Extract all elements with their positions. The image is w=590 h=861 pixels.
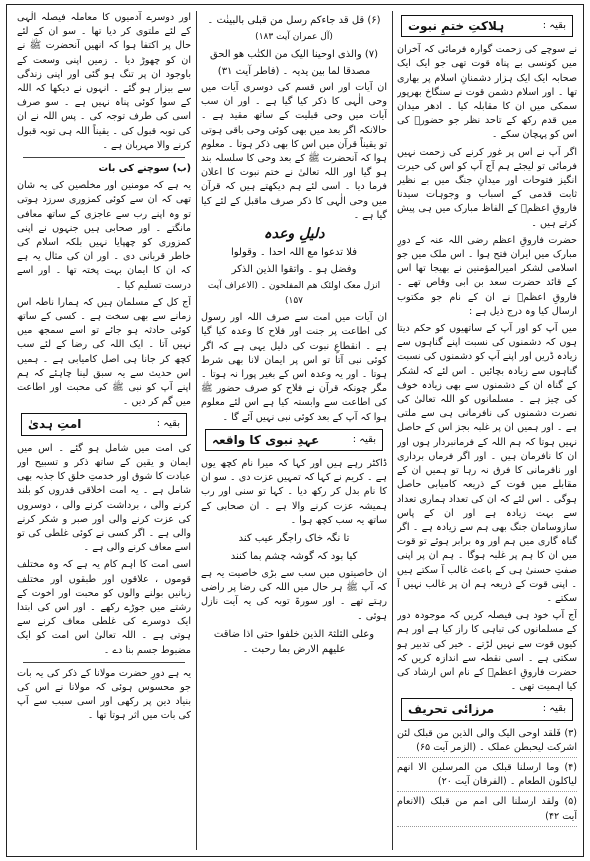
section-title: عہدِ نبوی کا واقعہ	[212, 432, 320, 447]
divider	[23, 157, 185, 158]
section-header	[205, 429, 383, 451]
poem-line: کیا بود کہ گوشہ چشم بما کنند	[230, 551, 358, 563]
verse: وعلی الثلثۃ الذین خلفوا حتی اذا ضاقت علیھم الارض بما رحبت ۔	[213, 628, 375, 655]
divider	[23, 662, 185, 663]
paragraph: ان آیات میں امت سے صرف اللہ اور رسول کی اطاعت پر جنت اور فلاح کا وعدہ کیا گیا ہے ۔ انقطاعِ نبوت کی دلیل یہی ہے کہ اگر کوئی نبی آتا تو اس پر ایمان لانا بھی شرط ہوتا ۔ اور یہ وعدہ اس کے بغیر پورا نہ ہوتا ۔ مگر چونکہ قرآن نے فلاح کو صرف حضور ﷺ کی اطاعت سے وابستہ کیا ہے اس لئے معلوم ہوا کہ آپ کے بعد کوئی نبی نہیں آئے گا ۔	[201, 312, 387, 423]
section-prefix: بقیہ :	[156, 418, 180, 430]
section-header	[401, 15, 573, 37]
paragraph: آج کل کے مسلمان ہیں کہ ہمارا ناطہ اس زمانے سے بھی سخت ہے ۔ کسی کے ساتھ کوئی حادثہ ہو جائے تو اسے سمجھ میں نہیں آتا ۔ ایک اللہ کی رضا کے لئے سب کچھ کر جانا ہی اصل کامیابی ہے ۔ ہمیں اس حدیث سے یہ سبق لینا چاہئے کہ ہم اپنے آپ کو نبی ﷺ کی محبت اور اطاعت میں گم کر دیں ۔	[17, 296, 191, 408]
section-prefix: بقیہ :	[542, 703, 566, 715]
newspaper-page	[6, 4, 584, 857]
verse-item: (۵) ولقد ارسلنا الی امم من قبلک (الانعام آیت ۴۲)	[397, 795, 577, 826]
verse: انزل معک اولئک ھم المفلحون ۔ (الاعراف آیت ۱۵۷)	[207, 281, 381, 307]
verse-item: (۳) فَلقد اوحی الیک والی الذین من قبلک لئن اشرکت لیحبطن عملک ۔ (الزمر آیت ۶۵)	[397, 727, 577, 758]
paragraph-heading: (ب) سوچنے کی بات	[98, 163, 191, 175]
verse: (۶) قل قد جاءکم رسل من قبلی بالبینٰت ۔	[207, 15, 381, 26]
column-divider	[392, 11, 393, 850]
paragraph: اور دوسرے آدمیوں کا معاملہ فیصلہ الٰہی کے لئے ملتوی کر دیا تھا ۔ سو ان کے لئے حال پر اکتفا ہوا کہ انھیں آنحضرت ﷺ نے ان کو چھوڑ دیا ۔ زمین اپنی وسعت کے باوجود ان پر تنگ ہو گئی اور اپنی زندگی سے بیزار ہو گئے ۔ انہوں نے دیکھا کہ اللہ کے سوا کوئی پناہ نہیں ہے ۔ سو صرف اسی کی طرف توجہ کی ۔ پس اللہ نے ان کی توبہ قبول کی ۔ یقیناً اللہ ہی توبہ قبول کرنے والا مہربان ہے ۔	[17, 12, 191, 151]
paragraph: نے سوچے کی زحمت گوارہ فرمائی کہ آخران میں کونسی بے پناہ قوت تھی جو ایک ایک صحابہ ایک ایک ہزار دشمنانِ اسلام پر بھاری تھا ۔ اور اسلام دشمن قوت نے سنگاخ بھرپور سمکی میں ان کا مقابلہ کیا ۔ ادھر میدان میں قدم رکھ کے تاحد نظر جو حضورؐ کی اس کو پہچان سکے ۔	[397, 44, 577, 141]
column-left	[17, 11, 191, 850]
column-divider	[196, 11, 197, 850]
verse: مصدقا لما بین یدیہ ۔ (فاطر آیت ۳۱)	[217, 66, 371, 77]
paragraph: یہ ہے دورِ حضرت مولانا کے ذکر کی یہ بات جو محسوس ہوئی کہ مولانا نے اس کی بنیاد دین پر رکھی اور اسی سبب سے آپ کی بات میں اثر ہوتا تھا ۔	[17, 667, 191, 722]
paragraph: میں آپ کو اور آپ کے ساتھیوں کو حکم دیتا ہوں کہ دشمنوں کی نسبت اپنے گناہوں سے زیادہ ڈریں اور اپنے آپ کو دشمنوں کی نسبت گناہوں سے زیادہ بچائیں ۔ اس لئے کہ لشکر کے گناہ ان کے دشمنوں سے بھی زیادہ خوف کی چیز ہے ۔ مسلمانوں کو اللہ تعالیٰ کی نصرت دشمنوں کی نافرمانی ہی سے ملتی ہے ۔ اور ہمیں ان پر غلبہ بجز اس کے حاصل نہیں ہوتا کہ ہم اللہ کے فرمانبردار ہوں اور ان کا نافرمان ہیں ۔ اور اگر فرماں برداری اور نافرمانی کا فرق نہ رہا تو ہمیں ان کے مقابلے میں قوت کے ذریعہ کامیابی حاصل ہوگی ۔ اس لئے کہ ان کی تعداد ہماری تعداد سے بہت زیادہ ہے اور ان کے پاس سازوسامان جنگ بھی ہم سے زیادہ ہے ۔ اگر گناہ گاری میں ہم اور وہ برابر ہوئے تو قوت میں ان کا ہم پر غلبہ ہوگا ۔ ہم ان پر اپنی صفتِ حسنیٰ ہی کے باعث غالب آ سکتے ہیں ۔ اپنی قوت کے ذریعہ ہم ان پر غالب نہیں آ سکتے ۔	[397, 323, 577, 604]
paragraph: اگر آپ نے اس پر غور کرنے کی زحمت نہیں فرمائی تو لیجئے ہم آج آپ کو اس کی حیرت انگیز فتوحات اور میدانِ جنگ میں بے نظیر ثابت قدمی کے اسباب و وجوہات سیدنا فاروقِ اعظمؓ کے الفاظ مبارک میں ہی پیش کرتے ہیں ۔	[397, 146, 577, 229]
section-prefix: بقیہ :	[352, 433, 376, 445]
verse: (۷) والذی اوحینا الیک من الکتٰب ھو الحق	[209, 49, 379, 60]
paragraph: ان آیات اور اس قسم کی دوسری آیات میں وحی الٰہی کا ذکر کیا گیا ہے ۔ اور ان سب آیات میں وحی قبلیت کے ساتھ مقید ہے ۔ حالانکہ اگر بعد میں بھی کوئی وحی باقی ہوتی تو یقیناً قرآن میں اس کا بھی ذکر ہوتا ۔ معلوم ہوا کہ آنحضرت ﷺ کے بعد وحی کا سلسلہ بند ہو گیا اور اللہ تعالیٰ نے ختم نبوت کا اعلان فرما دیا ۔ اسی لئے ہم دیکھتے ہیں کہ قرآن میں وحی الٰہی کا ذکر صرف ماقبل کے لئے کیا گیا ہے ۔	[201, 82, 387, 221]
paragraph: یہ ہے کہ مومنین اور مخلصین کی یہ شان تھی کہ ان سے کوئی کمزوری سرزد ہوتی تو وہ اپنے رب سے عاجزی کے ساتھ معافی مانگتے ۔ اور صحابی ہیں جنہوں نے اپنی کمزوری کو چھپایا نہیں بلکہ اسلام کی خاطر قربانی دی ۔ اور ان کی مثال یہ ہے کہ ان کا ایمان بہت پختہ تھا ۔ اور اسے درست تسلیم کیا ۔	[17, 180, 191, 291]
section-title: مرزائی تحریف	[408, 702, 495, 717]
section-header	[21, 413, 187, 435]
verse: فلا تدعوا مع اللہ احدا ۔ وقولوا	[230, 247, 358, 259]
section-header	[401, 698, 573, 720]
paragraph: اسی امت کا اہم کام یہ ہے کہ وہ مختلف قوموں ، علاقوں اور طبقوں اور مختلف زبانیں بولنے والوں کو محبت اور اخوت کے رشتے میں جوڑے رکھے ۔ اور اس کی ابتدا ایک دوسرے کی غلطی معاف کرنے سے ہوتی ہے ۔ اللہ تعالیٰ اس امت کو ایک مضبوط جسم بنا دے ۔	[17, 559, 191, 656]
verse: وفضل ہو ۔ واتقوا الذین الذکر	[231, 264, 357, 276]
verse-reference: (آل عمران آیت ۱۸۳)	[255, 32, 333, 42]
paragraph: حضرت فاروقِ اعظم رضی اللہ عنہ کے دورِ مبارک میں ایران فتح ہوا ۔ اس ملک میں جو اسلامی لشکر امیرالمؤمنین نے بھیجا تھا اس کے قائد حضرت سعد بن ابی وقاص تھے ۔ فاروقِ اعظمؓ نے ان کے نام جو مکتوب ارسال کیا وہ درج ذیل ہے :	[397, 234, 577, 317]
paragraph: کی امت میں شامل ہو گئے ۔ اس میں ایمان و یقین کے ساتھ ذکر و تسبیح اور عبادت کا شوق اور خدمتِ خلق کا جذبہ بھی شامل ہے ۔ یہ امت اخلاقی قدروں کو بلند کرنے والی ، برداشت کرنے والی ، دوسروں کی عزت کرنے والی اور صبر و شکر کرنے والی ہے ۔ اگر کسی نے کوئی غلطی کی تو اسے معاف کرنے والی ہے ۔	[17, 442, 191, 554]
verse-list	[397, 727, 577, 827]
paragraph: ڈاکٹر رہے ہیں اور کہا کہ میرا نام کچھ یوں ہے ۔ کریم نے کہا کہ تمہیں عزت دی ۔ سو ان کا نام بدل کر رکھ دیا ۔ کہا تو سنی اور رب ہمیشہ عزت کرنے والا ہے ۔ ان صحابی کے ساتھ یہ سب کچھ ہوا ۔	[201, 458, 387, 526]
section-prefix: بقیہ :	[542, 20, 566, 31]
column-middle	[201, 11, 387, 850]
paragraph: ان خاصیتوں میں سب سے بڑی خاصیت یہ ہے کہ آپ ﷺ ہر حال میں اللہ کی رضا پر راضی رہتے تھے ۔ اور سورۃ توبہ کی یہ آیت نازل ہوئی ۔	[201, 568, 387, 622]
subheading: دلیلِ وعدہ	[263, 226, 325, 243]
section-title: امتِ ہدیٰ	[28, 417, 82, 432]
section-title: ہلاکتِ ختمِ نبوت	[408, 19, 505, 33]
verse-item: (۴) وما ارسلنا قبلک من المرسلین الا انھم لیاکلون الطعام ۔ (الفرقان آیت ۲۰)	[397, 761, 577, 792]
paragraph: آج آپ خود ہی فیصلہ کریں کہ موجودہ دور کے مسلمانوں کی تباہی کا راز کیا ہے اور ہم کیوں قوت سے نہیں لڑتے ۔ خیر کی تدبیر ہو سکتی ہے ۔ اسی نقطہ سے اندازہ کریں کہ حضرت فاروقِ اعظمؓ کے نام اس ارشاد کی کیا اہمیت تھی ۔	[397, 610, 577, 693]
column-right	[397, 11, 577, 850]
poem-line: تا نگہ خاک راجگر عیب کند	[238, 533, 350, 545]
